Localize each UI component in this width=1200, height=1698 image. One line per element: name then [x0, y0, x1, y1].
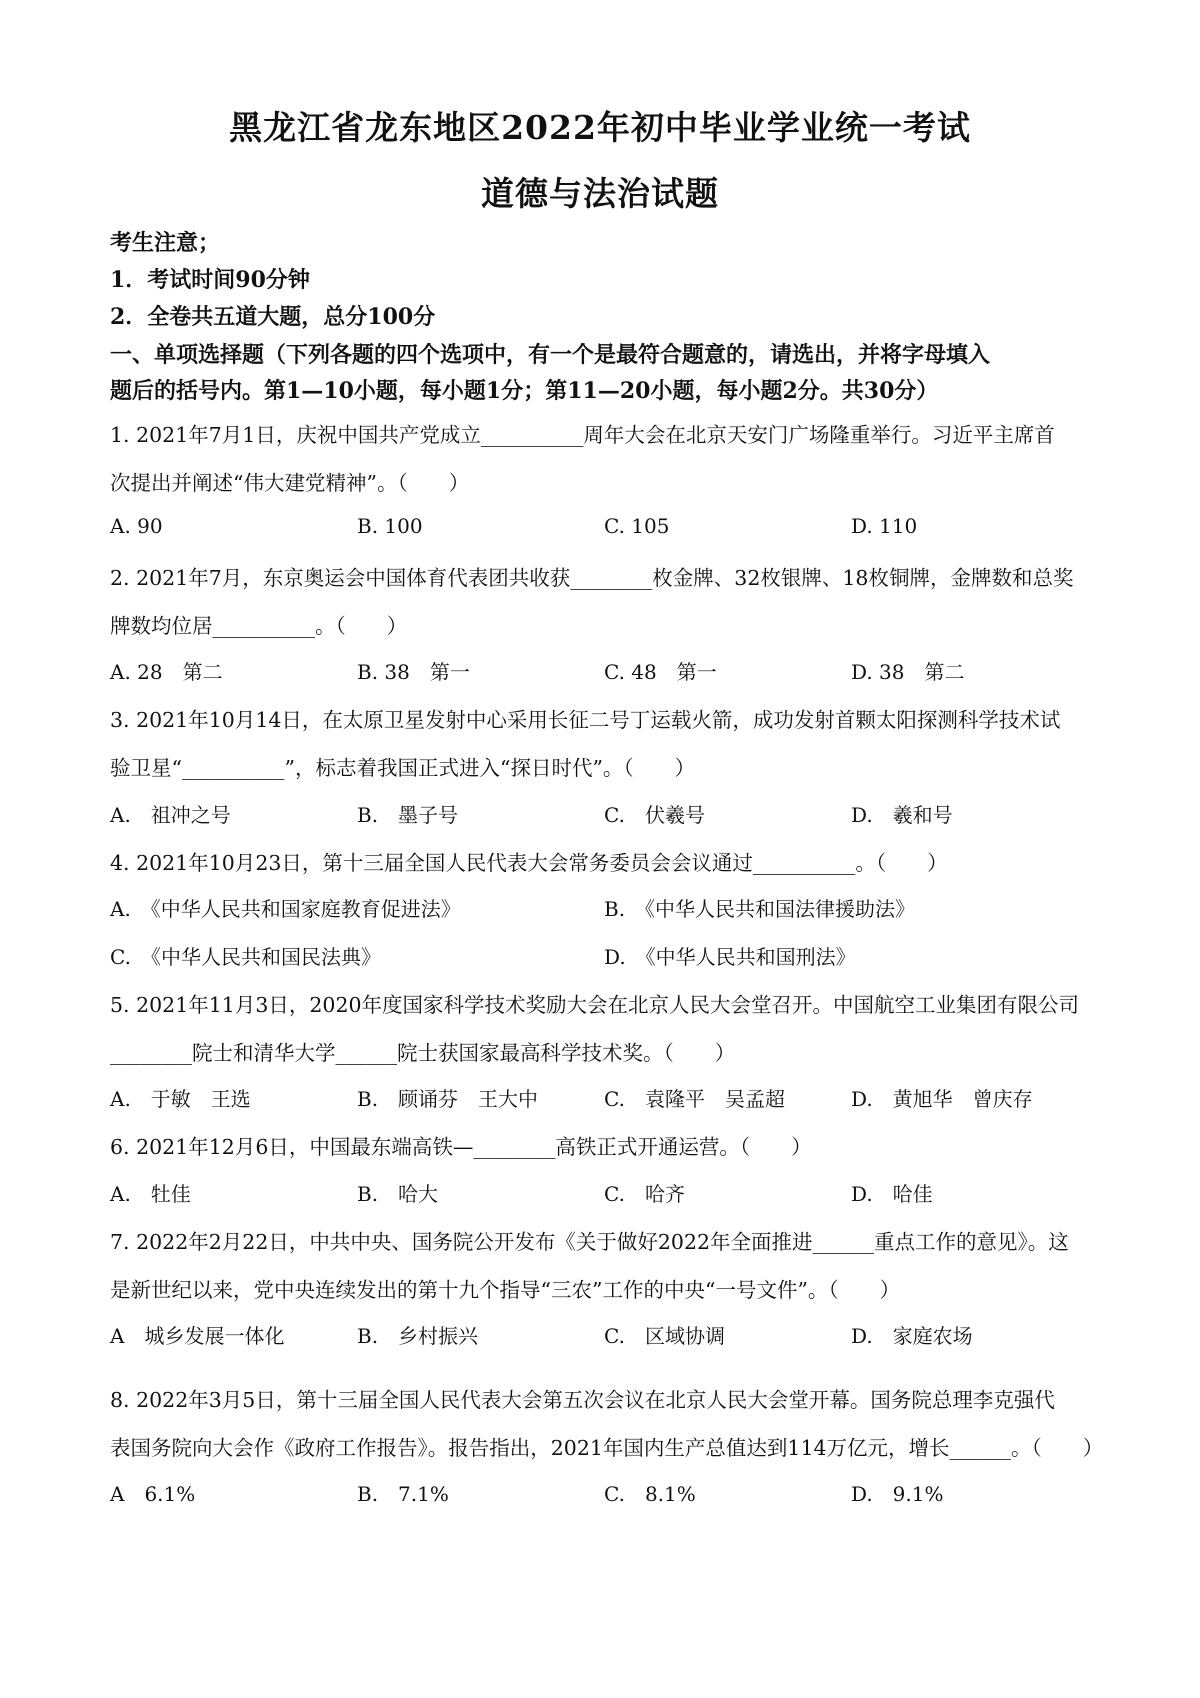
- question-6-text: 6. 2021年12月6日，中国最东端高铁—________高铁正式开通运营。（ ）: [110, 1135, 812, 1159]
- question-6-option-b: B. 哈大: [357, 1182, 439, 1206]
- section-instructions-line2: 题后的括号内。第1—10小题，每小题1分；第11—20小题，每小题2分。共30分）: [110, 378, 939, 404]
- question-3-option-b: B. 墨子号: [357, 803, 459, 827]
- question-8-option-c: C. 8.1%: [604, 1482, 696, 1506]
- question-2-text: 2. 2021年7月，东京奥运会中国体育代表团共收获________枚金牌、32枚银牌、18枚铜牌，金牌数和总奖: [110, 566, 1074, 590]
- question-8-text: 表国务院向大会作《政府工作报告》。报告指出，2021年国内生产总值达到114万亿元，增长______。（ ）: [110, 1436, 1104, 1460]
- question-1-text: 1. 2021年7月1日，庆祝中国共产党成立__________周年大会在北京天安门广场隆重举行。习近平主席首: [110, 423, 1055, 447]
- question-6-option-c: C. 哈齐: [604, 1182, 685, 1206]
- question-5-option-d: D. 黄旭华 曾庆存: [851, 1087, 1033, 1111]
- question-7-option-d: D. 家庭农场: [851, 1324, 973, 1348]
- question-2-option-b: B. 38 第一: [357, 660, 470, 684]
- question-3-option-c: C. 伏羲号: [604, 803, 705, 827]
- notice-item-time: 1．考试时间90分钟: [110, 267, 310, 293]
- question-1-option-b: B. 100: [357, 514, 423, 538]
- question-1-option-c: C. 105: [604, 514, 670, 538]
- question-5-option-b: B. 顾诵芬 王大中: [357, 1087, 539, 1111]
- question-7-option-a: A 城乡发展一体化: [110, 1324, 285, 1348]
- question-3-text: 3. 2021年10月14日，在太原卫星发射中心采用长征二号丁运载火箭，成功发射首颗太阳探测科学技术试: [110, 708, 1061, 732]
- question-7-text: 是新世纪以来，党中央连续发出的第十九个指导“三农”工作的中央“一号文件”。（ ）: [110, 1278, 901, 1302]
- notice-heading: 考生注意；: [110, 230, 221, 256]
- question-7-option-c: C. 区域协调: [604, 1324, 725, 1348]
- question-5-option-a: A. 于敏 王选: [110, 1087, 251, 1111]
- question-4-option-b: B. 《中华人民共和国法律援助法》: [604, 897, 916, 921]
- notice-item-score: 2．全卷共五道大题，总分100分: [110, 304, 436, 330]
- question-3-option-a: A. 祖冲之号: [110, 803, 231, 827]
- question-1-option-a: A. 90: [110, 514, 163, 538]
- question-5-text: ________院士和清华大学______院士获国家最高科学技术奖。（ ）: [110, 1041, 736, 1065]
- question-8-option-b: B. 7.1%: [357, 1482, 449, 1506]
- question-8-text: 8. 2022年3月5日，第十三届全国人民代表大会第五次会议在北京人民大会堂开幕。国务院总理李克强代: [110, 1388, 1055, 1412]
- question-4-option-d: D. 《中华人民共和国刑法》: [604, 945, 856, 969]
- question-4-option-a: A. 《中华人民共和国家庭教育促进法》: [110, 897, 461, 921]
- question-4-text: 4. 2021年10月23日，第十三届全国人民代表大会常务委员会会议通过__________。（ ）: [110, 851, 948, 875]
- question-7-text: 7. 2022年2月22日，中共中央、国务院公开发布《关于做好2022年全面推进______重点工作的意见》。这: [110, 1230, 1069, 1254]
- question-1-option-d: D. 110: [851, 514, 918, 538]
- exam-title: 黑龙江省龙东地区2022年初中毕业学业统一考试: [229, 108, 971, 147]
- section-instructions-line1: 一、单项选择题（下列各题的四个选项中，有一个是最符合题意的，请选出，并将字母填入: [110, 342, 991, 368]
- question-5-text: 5. 2021年11月3日，2020年度国家科学技术奖励大会在北京人民大会堂召开。中国航空工业集团有限公司: [110, 993, 1080, 1017]
- question-3-option-d: D. 羲和号: [851, 803, 953, 827]
- question-6-option-a: A. 牡佳: [110, 1182, 191, 1206]
- question-2-option-d: D. 38 第二: [851, 660, 965, 684]
- question-7-option-b: B. 乡村振兴: [357, 1324, 479, 1348]
- question-4-option-c: C. 《中华人民共和国民法典》: [110, 945, 381, 969]
- exam-subject-title: 道德与法治试题: [481, 174, 719, 213]
- question-8-option-d: D. 9.1%: [851, 1482, 944, 1506]
- question-6-option-d: D. 哈佳: [851, 1182, 933, 1206]
- question-2-option-a: A. 28 第二: [110, 660, 223, 684]
- question-2-text: 牌数均位居__________。（ ）: [110, 614, 408, 638]
- question-1-text: 次提出并阐述“伟大建党精神”。（ ）: [110, 471, 470, 495]
- question-5-option-c: C. 袁隆平 吴孟超: [604, 1087, 785, 1111]
- question-3-text: 验卫星“__________”，标志着我国正式进入“探日时代”。（ ）: [110, 756, 696, 780]
- question-8-option-a: A 6.1%: [110, 1482, 196, 1506]
- question-2-option-c: C. 48 第一: [604, 660, 717, 684]
